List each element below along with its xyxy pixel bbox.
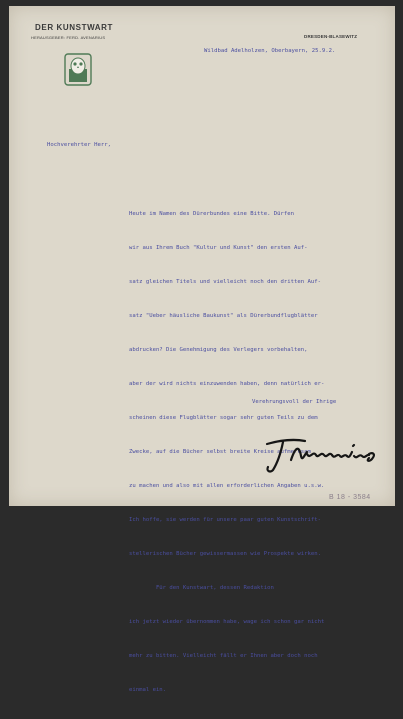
body-line: Zwecke, auf die Bücher selbst breite Kreise aufmerksam bbox=[129, 448, 311, 455]
body-line: einmal ein. bbox=[129, 687, 167, 694]
body-line: scheinen diese Flugblätter sogar sehr guten Teils zu dem bbox=[129, 414, 318, 421]
archive-mark: B 18 - 3584 bbox=[329, 494, 371, 501]
body-line: Für den Kunstwart, dessen Redaktion bbox=[129, 585, 274, 592]
letter-salutation: Hochverehrter Herr, bbox=[47, 142, 111, 148]
body-line: satz gleichen Titels und vielleicht noch den dritten Auf- bbox=[129, 278, 321, 285]
body-line: satz "Ueber häusliche Baukunst" als Dürerbundflugblätter bbox=[129, 312, 318, 319]
body-line: stellerischen Bücher gewissermassen wie Prospekte wirken. bbox=[129, 551, 321, 557]
letterhead-title: DER KUNSTWART bbox=[35, 23, 114, 32]
body-line: mehr zu bitten. Vielleicht fällt er Ihnen aber doch noch bbox=[129, 653, 318, 660]
body-line: Heute im Namen des Dürerbundes eine Bitte. Dürfen bbox=[129, 210, 295, 217]
letter-closing: Verehrungsvoll der Ihrige bbox=[252, 399, 337, 405]
letterhead-city: DRESDEN-BLASEWITZ bbox=[304, 34, 358, 39]
owl-emblem-icon bbox=[62, 53, 94, 87]
body-line: aber der wird nichts einzuwenden haben, denn natürlich er- bbox=[129, 380, 325, 387]
letter-sheet bbox=[9, 6, 395, 694]
letterhead-subtitle: HERAUSGEBER: FERD. AVENARIUS bbox=[31, 35, 106, 40]
handwritten-signature bbox=[261, 434, 381, 474]
body-line: ich jetzt wieder übernommen habe, wage ich schon gar nicht bbox=[129, 619, 325, 626]
letter-dateline: Wildbad Adelholzen, Oberbayern, 25.9.2. bbox=[204, 48, 336, 54]
body-line: wir aus Ihrem Buch "Kultur und Kunst" den ersten Auf- bbox=[129, 244, 308, 251]
body-line: abdrucken? Die Genehmigung des Verlegers vorbehalten, bbox=[129, 346, 308, 353]
body-line: zu machen und also mit allen erforderlichen Angaben u.s.w. bbox=[129, 482, 325, 489]
body-line: Ich hoffe, sie werden für unsere paar guten Kunstschrift- bbox=[129, 516, 321, 523]
